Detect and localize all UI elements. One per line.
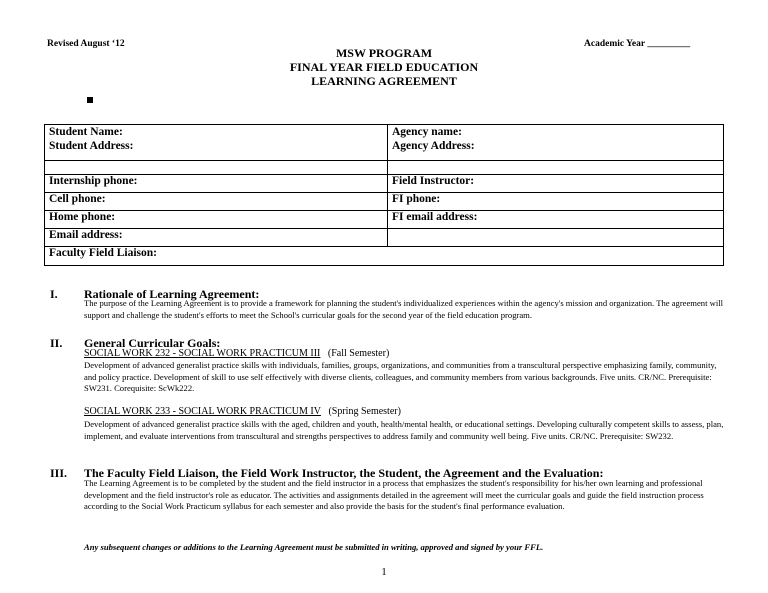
course-2-description: Development of advanced generalist practice skills with the aged, children and youth, health/mental health, or educational settings. Developing culturally competent skills to assess, plan, implement, and evaluate interventions from transcultural and strengths perspectives to address family and community well being. Five units. CR/NC. Prerequisite: SW232. xyxy=(84,419,724,441)
course-1-title: SOCIAL WORK 232 - SOCIAL WORK PRACTICUM III xyxy=(84,348,321,359)
empty-cell xyxy=(388,229,724,247)
title-line-3: LEARNING AGREEMENT xyxy=(311,74,457,88)
field-instructor-label: Field Instructor: xyxy=(388,175,724,193)
section-2-number: II. xyxy=(50,336,63,350)
agency-name-label: Agency name: xyxy=(392,126,462,138)
agency-address-label: Agency Address: xyxy=(392,140,475,152)
course-1-description: Development of advanced generalist practice skills with individuals, families, groups, organizations, and communities from a transcultural perspective emphasizing family, community, and policy practice. Development of skill to use self effectively with diverse clients, colleagues, and community members from various backgrounds. Five units. CR/NC. Prerequisite: SW231. Corequisite: ScWk222. xyxy=(84,360,717,393)
title-line-1: MSW PROGRAM xyxy=(335,46,433,60)
student-address-label: Student Address: xyxy=(49,140,134,152)
home-phone-label: Home phone: xyxy=(45,211,388,229)
title-line-2: FINAL YEAR FIELD EDUCATION xyxy=(289,60,479,74)
section-1-heading: Rationale of Learning Agreement: xyxy=(84,287,260,301)
changes-note: Any subsequent changes or additions to the Learning Agreement must be submitted in writing, approved and signed by your FFL. xyxy=(84,542,544,552)
course-1-term: (Fall Semester) xyxy=(327,348,390,359)
section-3-heading: The Faculty Field Liaison, the Field Work Instructor, the Student, the Agreement and the Evaluation: xyxy=(84,466,604,480)
student-cell xyxy=(45,125,388,161)
fi-phone-label: FI phone: xyxy=(388,193,724,211)
internship-phone-label: Internship phone: xyxy=(45,175,388,193)
section-1-number: I. xyxy=(50,287,58,301)
course-2-line xyxy=(84,406,401,417)
revised-date: Revised August ‘12 xyxy=(47,39,125,49)
email-label: Email address: xyxy=(45,229,388,247)
fi-email-label: FI email address: xyxy=(388,211,724,229)
course-2-title: SOCIAL WORK 233 - SOCIAL WORK PRACTICUM IV xyxy=(84,406,321,417)
square-bullet-icon xyxy=(87,97,93,103)
course-1-line xyxy=(84,348,389,359)
student-name-label: Student Name: xyxy=(49,126,123,138)
agency-cell xyxy=(388,125,724,161)
section-2-heading: General Curricular Goals: xyxy=(84,336,221,350)
section-3-body: The Learning Agreement is to be completed by the student and the field instructor in a process that emphasizes the student's responsibility for his/her own learning and professional development and the field instructor's role as educator. The activities and assignments detailed in the agreement will meet the curricular goals and guide the field instruction process according to the Social Work Practicum syllabus for each semester and also provide the basis for the student's final performance evaluation. xyxy=(84,478,704,511)
section-1-body: The purpose of the Learning Agreement is to provide a framework for planning the student's individualized experiences within the agency's mission and organization. The agreement will support and challenge the student's efforts to meet the School's curricular goals for the second year of the field education program. xyxy=(84,298,724,320)
page-number: 1 xyxy=(381,566,387,578)
spacer-cell-right xyxy=(388,161,724,175)
section-3-number: III. xyxy=(50,466,68,480)
course-2-term: (Spring Semester) xyxy=(328,406,401,417)
cell-phone-label: Cell phone: xyxy=(45,193,388,211)
spacer-cell-left xyxy=(45,161,388,175)
academic-year-field: Academic Year _________ xyxy=(584,39,691,49)
student-info-table xyxy=(44,124,724,266)
faculty-liaison-label: Faculty Field Liaison: xyxy=(45,247,724,266)
